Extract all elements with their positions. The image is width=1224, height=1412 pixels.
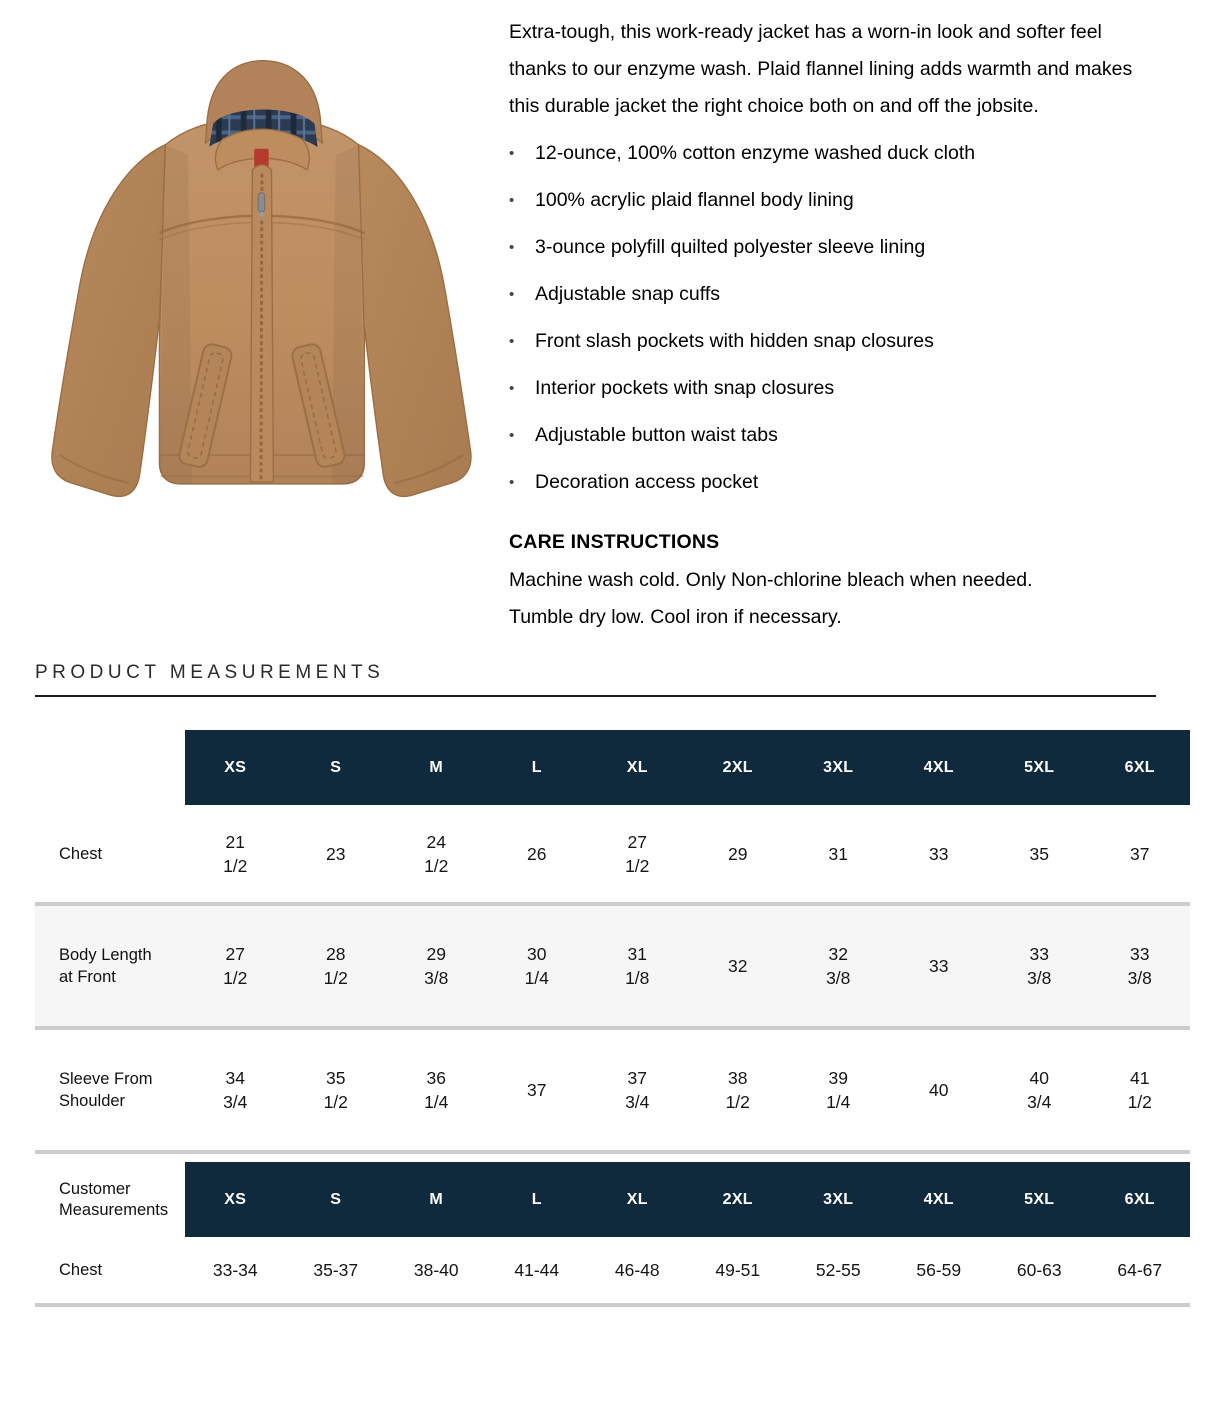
product-image-column xyxy=(35,14,497,636)
product-description: Extra-tough, this work-ready jacket has a worn-in look and softer feel thanks to our enzyme wash. Plaid flannel lining adds warmth and makes this durable jacket the right choice both on and off the jobsite. xyxy=(509,21,1133,117)
size-header-cell: 2XL xyxy=(688,730,789,805)
feature-item xyxy=(509,141,1162,166)
measurement-cell xyxy=(989,842,1090,866)
measurement-cell xyxy=(1090,842,1191,866)
measurement-value: 3/4 xyxy=(625,1092,650,1112)
measurement-row xyxy=(35,1237,1190,1303)
size-header-cell: L xyxy=(487,1162,588,1237)
measurement-cell xyxy=(989,942,1090,990)
measurement-value: 1/4 xyxy=(826,1092,851,1112)
product-overview-section xyxy=(0,0,1224,636)
measurement-value: 32 xyxy=(728,956,748,976)
measurement-value: 24 xyxy=(426,831,446,852)
measurement-cell xyxy=(989,1066,1090,1114)
feature-item xyxy=(509,470,1162,495)
measurement-cell xyxy=(185,1258,286,1282)
size-header-cell: M xyxy=(386,730,487,805)
measurement-value: 1/4 xyxy=(424,1092,449,1112)
measurement-value: 35 xyxy=(326,1068,346,1088)
row-gap xyxy=(35,1154,1190,1162)
size-header-cell: XL xyxy=(587,1162,688,1237)
measurement-value: 52-55 xyxy=(815,1260,861,1280)
row-separator xyxy=(35,1303,1190,1307)
measurement-cell xyxy=(587,942,688,990)
measurement-value: 23 xyxy=(326,843,346,864)
measurement-value: 1/8 xyxy=(625,968,650,988)
bullet-dot-icon: • xyxy=(509,192,515,209)
measurement-value: 26 xyxy=(527,843,547,864)
measurement-cell xyxy=(185,830,286,878)
measurement-value: 41-44 xyxy=(514,1260,560,1280)
measurement-value: 1/2 xyxy=(323,968,348,988)
measurement-cell xyxy=(788,1258,889,1282)
measurement-value: 41 xyxy=(1130,1068,1150,1088)
bullet-dot-icon: • xyxy=(509,239,515,256)
size-header-cell: 5XL xyxy=(989,730,1090,805)
bullet-dot-icon: • xyxy=(509,474,515,491)
measurement-cell xyxy=(889,842,990,866)
measurement-value: 35-37 xyxy=(313,1260,359,1280)
measurement-cell xyxy=(889,1078,990,1102)
measurement-value: 38 xyxy=(728,1068,748,1088)
measurement-row xyxy=(35,805,1190,902)
measurement-cell xyxy=(487,1258,588,1282)
measurement-cell xyxy=(487,942,588,990)
measurement-row-label: Sleeve From Shoulder xyxy=(59,1070,153,1110)
feature-item xyxy=(509,423,1162,448)
measurement-value: 3/4 xyxy=(1027,1092,1052,1112)
feature-text: Adjustable snap cuffs xyxy=(535,283,721,305)
feature-text: Interior pockets with snap closures xyxy=(535,377,835,399)
size-header-cell: S xyxy=(286,1162,387,1237)
size-header-cell: XS xyxy=(185,1162,286,1237)
measurement-value: 35 xyxy=(1029,843,1049,864)
measurement-value: 1/2 xyxy=(323,1092,348,1112)
measurement-value: 32 xyxy=(828,944,848,964)
size-header-label: Customer Measurements xyxy=(35,1162,185,1237)
bullet-dot-icon: • xyxy=(509,427,515,444)
feature-text: 3-ounce polyfill quilted polyester sleeve lining xyxy=(535,236,926,258)
size-header-cell: 2XL xyxy=(688,1162,789,1237)
measurement-value: 21 xyxy=(225,831,245,852)
measurement-cell xyxy=(386,830,487,878)
measurement-value: 39 xyxy=(828,1068,848,1088)
measurement-cell xyxy=(386,1258,487,1282)
feature-text: 12-ounce, 100% cotton enzyme washed duck cloth xyxy=(535,142,976,164)
measurement-cell xyxy=(587,1258,688,1282)
measurement-cell xyxy=(286,1258,387,1282)
measurement-row xyxy=(35,1030,1190,1150)
care-instructions-line: Tumble dry low. Cool iron if necessary. xyxy=(509,606,842,628)
care-instructions-title: CARE INSTRUCTIONS xyxy=(509,531,720,553)
size-header-cell: 4XL xyxy=(889,1162,990,1237)
measurement-value: 27 xyxy=(627,831,647,852)
measurement-value: 29 xyxy=(728,843,748,864)
measurement-cell xyxy=(286,942,387,990)
measurement-value: 1/2 xyxy=(424,855,449,876)
measurement-value: 29 xyxy=(426,944,446,964)
measurement-value: 40 xyxy=(1029,1068,1049,1088)
measurement-cell xyxy=(487,1078,588,1102)
measurement-value: 1/4 xyxy=(524,968,549,988)
measurement-cell xyxy=(286,842,387,866)
measurement-value: 31 xyxy=(828,843,848,864)
bullet-dot-icon: • xyxy=(509,145,515,162)
measurement-value: 33-34 xyxy=(212,1260,258,1280)
measurement-cell xyxy=(1090,1258,1191,1282)
size-header-cell: 4XL xyxy=(889,730,990,805)
measurement-value: 49-51 xyxy=(715,1260,761,1280)
measurement-value: 1/2 xyxy=(223,855,248,876)
measurement-value: 30 xyxy=(527,944,547,964)
measurement-value: 1/2 xyxy=(223,968,248,988)
size-header-cell: 6XL xyxy=(1090,1162,1191,1237)
measurement-value: 64-67 xyxy=(1117,1260,1163,1280)
feature-item xyxy=(509,329,1162,354)
measurement-value: 3/8 xyxy=(1127,968,1152,988)
measurement-cell xyxy=(688,842,789,866)
measurement-value: 33 xyxy=(929,956,949,976)
jacket-illustration-svg xyxy=(35,44,485,514)
measurement-value: 3/4 xyxy=(223,1092,248,1112)
feature-item xyxy=(509,282,1162,307)
measurement-cell xyxy=(487,842,588,866)
measurement-cell xyxy=(386,1066,487,1114)
measurement-value: 1/2 xyxy=(625,855,650,876)
size-header-cell: S xyxy=(286,730,387,805)
measurement-value: 31 xyxy=(627,944,647,964)
size-header-cell: 3XL xyxy=(788,730,889,805)
measurement-value: 33 xyxy=(1029,944,1049,964)
measurement-value: 3/8 xyxy=(826,968,851,988)
size-header-label xyxy=(35,730,185,805)
size-header-cell: 3XL xyxy=(788,1162,889,1237)
feature-text: Front slash pockets with hidden snap closures xyxy=(535,330,934,352)
measurement-cell xyxy=(1090,942,1191,990)
measurement-cell xyxy=(788,842,889,866)
feature-text: Adjustable button waist tabs xyxy=(535,424,778,446)
measurement-cell xyxy=(1090,1066,1191,1114)
measurement-value: 37 xyxy=(527,1080,547,1100)
measurement-cell xyxy=(989,1258,1090,1282)
measurement-cell xyxy=(889,954,990,978)
measurement-value: 60-63 xyxy=(1016,1260,1062,1280)
size-header-row xyxy=(35,1162,1190,1237)
measurement-cell xyxy=(688,1066,789,1114)
measurement-cell xyxy=(185,1066,286,1114)
bullet-dot-icon: • xyxy=(509,286,515,303)
measurement-value: 37 xyxy=(627,1068,647,1088)
measurement-value: 1/2 xyxy=(725,1092,750,1112)
measurement-value: 27 xyxy=(225,944,245,964)
measurement-cell xyxy=(185,942,286,990)
size-header-cell: XS xyxy=(185,730,286,805)
product-text-column xyxy=(497,14,1162,636)
size-header-cell: M xyxy=(386,1162,487,1237)
measurement-value: 33 xyxy=(929,843,949,864)
measurement-row-label: Chest xyxy=(59,844,103,863)
feature-list xyxy=(509,141,1162,495)
measurement-value: 33 xyxy=(1130,944,1150,964)
measurement-cell xyxy=(688,954,789,978)
measurements-table xyxy=(35,730,1190,1307)
measurement-value: 36 xyxy=(426,1068,446,1088)
feature-text: 100% acrylic plaid flannel body lining xyxy=(535,189,854,211)
measurement-value: 37 xyxy=(1130,843,1150,864)
measurement-value: 3/8 xyxy=(1027,968,1052,988)
bullet-dot-icon: • xyxy=(509,333,515,350)
measurement-cell xyxy=(587,1066,688,1114)
measurement-cell xyxy=(889,1258,990,1282)
jacket-product-image xyxy=(35,44,485,519)
measurement-cell xyxy=(688,1258,789,1282)
measurement-value: 28 xyxy=(326,944,346,964)
measurement-cell xyxy=(587,830,688,878)
measurement-value: 38-40 xyxy=(413,1260,459,1280)
measurement-cell xyxy=(286,1066,387,1114)
measurement-cell xyxy=(788,1066,889,1114)
feature-item xyxy=(509,235,1162,260)
care-instructions-line: Machine wash cold. Only Non-chlorine bleach when needed. xyxy=(509,569,1033,591)
size-header-cell: XL xyxy=(587,730,688,805)
feature-text: Decoration access pocket xyxy=(535,471,759,493)
feature-item xyxy=(509,376,1162,401)
measurement-value: 3/8 xyxy=(424,968,449,988)
measurement-row-label: Chest xyxy=(59,1261,103,1279)
size-header-cell: 6XL xyxy=(1090,730,1191,805)
measurement-value: 40 xyxy=(929,1080,949,1100)
size-header-cell: L xyxy=(487,730,588,805)
measurement-cell xyxy=(386,942,487,990)
measurement-cell xyxy=(788,942,889,990)
measurement-value: 1/2 xyxy=(1127,1092,1152,1112)
product-measurements-title: PRODUCT MEASUREMENTS xyxy=(35,662,1156,697)
measurement-value: 46-48 xyxy=(614,1260,660,1280)
size-header-row xyxy=(35,730,1190,805)
feature-item xyxy=(509,188,1162,213)
measurement-value: 34 xyxy=(225,1068,245,1088)
measurement-row xyxy=(35,906,1190,1026)
measurement-row-label: Body Length at Front xyxy=(59,946,152,986)
measurement-value: 56-59 xyxy=(916,1260,962,1280)
size-header-cell: 5XL xyxy=(989,1162,1090,1237)
bullet-dot-icon: • xyxy=(509,380,515,397)
